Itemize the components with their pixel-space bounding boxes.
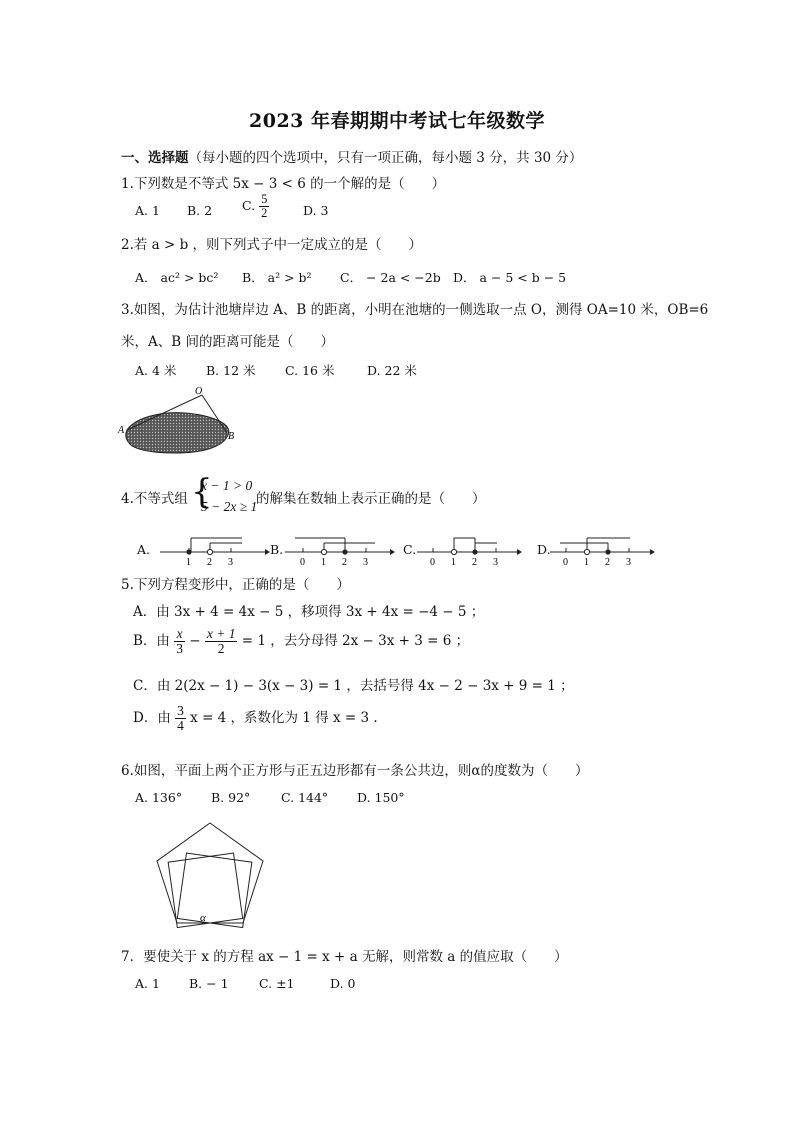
tick-label: 3: [228, 557, 233, 568]
question-6-option-b: B. 92°: [211, 790, 251, 805]
alpha-label: α: [200, 912, 206, 924]
question-5-option-a: A．由 3x + 4 = 4x − 5 ，移项得 3x + 4x = −4 − 5 ；: [133, 604, 485, 620]
question-3-option-c: C. 16 米: [285, 363, 335, 378]
question-2-stem: 2.若 a > b ，则下列式子中一定成立的是（ ）: [121, 237, 423, 253]
number-line-a: [160, 532, 270, 572]
question-4-option-c: C.: [403, 542, 417, 557]
tick-label: 0: [430, 557, 435, 568]
question-3-stem-line2: 米，A、B 间的距离可能是（ ）: [121, 334, 334, 350]
question-4-option-a: A.: [137, 542, 151, 557]
fraction-three-quarters: [175, 704, 186, 733]
question-2-option-b: B． a² > b²: [242, 270, 312, 285]
inequality-1: x − 1 > 0: [201, 478, 253, 493]
page-title: 2023 年春期期中考试七年级数学: [249, 110, 545, 132]
question-1-option-a: A. 1: [135, 203, 160, 218]
tick-label: 1: [321, 557, 326, 568]
fraction-denominator: 2: [261, 206, 268, 221]
fraction-five-halves: [259, 193, 269, 220]
question-1-option-c: [242, 193, 269, 220]
question-3-stem-line1: 3.如图，为估计池塘岸边 A、B 的距离，小明在池塘的一侧选取一点 O，测得 OA=10 米，OB=6: [121, 302, 709, 318]
fraction-numerator: x + 1: [206, 626, 236, 641]
question-2-option-c: C． − 2a < −2b: [340, 270, 441, 285]
tick-label: 2: [342, 557, 347, 568]
tick-label: 0: [563, 557, 568, 568]
pentagon-squares-figure: [152, 820, 272, 930]
tick-label: 3: [493, 557, 498, 568]
tick-label: 0: [300, 557, 305, 568]
inequality-2: 5 − 2x ≥ 1: [201, 499, 258, 514]
pond-shape: [126, 413, 229, 453]
section-heading-label: 一、选择题: [121, 150, 189, 166]
tick-label: 3: [626, 557, 631, 568]
question-5-stem: 5.下列方程变形中，正确的是（ ）: [121, 577, 350, 593]
question-1-option-b: B. 2: [187, 203, 213, 218]
fraction-numerator: 3: [177, 703, 184, 718]
question-1-stem: 1.下列数是不等式 5x − 3 < 6 的一个解的是（ ）: [121, 176, 446, 192]
question-2-option-a: A． ac² > bc²: [135, 270, 219, 285]
fraction-numerator: 5: [261, 192, 268, 206]
question-3-option-b: B. 12 米: [206, 363, 256, 378]
number-line-c: [417, 532, 527, 572]
point-o-label: O: [195, 386, 203, 397]
question-5-option-d: [133, 704, 378, 733]
question-4-suffix: 的解集在数轴上表示正确的是（ ）: [256, 491, 486, 507]
section-heading-note: （每小题的四个选项中，只有一项正确，每小题 3 分，共 30 分）: [188, 150, 583, 166]
tick-label: 2: [605, 557, 610, 568]
question-7-option-a: A. 1: [135, 976, 160, 991]
question-6-option-d: D. 150°: [357, 790, 405, 805]
point-a-label: A: [118, 425, 125, 436]
fraction-denominator: 4: [177, 718, 184, 734]
tick-label: 1: [186, 557, 191, 568]
question-7-stem: 7．要使关于 x 的方程 ax − 1 = x + a 无解，则常数 a 的值应取（ ）: [121, 949, 568, 965]
option-d-rest: x = 4 ，系数化为 1 得 x = 3 .: [190, 710, 378, 727]
tick-label: 1: [451, 557, 456, 568]
option-b-label: B．由: [133, 633, 170, 650]
option-d-label: D．由: [133, 710, 171, 727]
question-5-option-c: C．由 2(2x − 1) − 3(x − 3) = 1 ，去括号得 4x − 2 − 3x + 9 = 1 ；: [133, 678, 574, 694]
fraction-x-plus-1-over-2: [205, 627, 238, 656]
square-2: [177, 853, 252, 928]
question-3-option-a: A. 4 米: [135, 363, 177, 378]
number-line-b: [285, 532, 395, 572]
regular-pentagon: [157, 823, 263, 923]
fraction-numerator: x: [174, 627, 185, 642]
question-6-option-c: C. 144°: [281, 790, 329, 805]
fraction-denominator: 3: [176, 641, 183, 657]
pond-figure: [115, 383, 245, 463]
tick-label: 2: [207, 557, 212, 568]
point-b-label: B: [228, 431, 235, 442]
tick-label: 3: [363, 557, 368, 568]
question-2-option-d: D． a − 5 < b − 5: [453, 270, 567, 285]
system-brace: {: [191, 472, 213, 512]
question-7-option-c: C. ±1: [259, 976, 295, 991]
minus-sign: −: [189, 633, 201, 650]
tick-label: 2: [472, 557, 477, 568]
option-b-rest: = 1 ，去分母得 2x − 3x + 3 = 6 ；: [241, 633, 470, 650]
question-5-option-b: [133, 627, 469, 656]
question-6-option-a: A. 136°: [135, 790, 183, 805]
tick-label: 1: [584, 557, 589, 568]
question-6-stem: 6.如图，平面上两个正方形与正五边形都有一条公共边，则α的度数为（ ）: [121, 763, 589, 779]
question-4-prefix: 4.不等式组: [121, 491, 188, 507]
question-1-option-d: D. 3: [303, 203, 329, 218]
question-4-option-d: D.: [537, 542, 551, 557]
question-4-option-b: B.: [270, 542, 284, 557]
option-c-label: C.: [242, 198, 256, 214]
section-heading: [121, 146, 582, 166]
question-3-option-d: D. 22 米: [367, 363, 417, 378]
question-7-option-d: D. 0: [330, 976, 356, 991]
fraction-denominator: 2: [217, 641, 225, 657]
fraction-x-over-3: [174, 627, 185, 656]
number-line-d: [550, 532, 660, 572]
question-7-option-b: B. − 1: [189, 976, 229, 991]
